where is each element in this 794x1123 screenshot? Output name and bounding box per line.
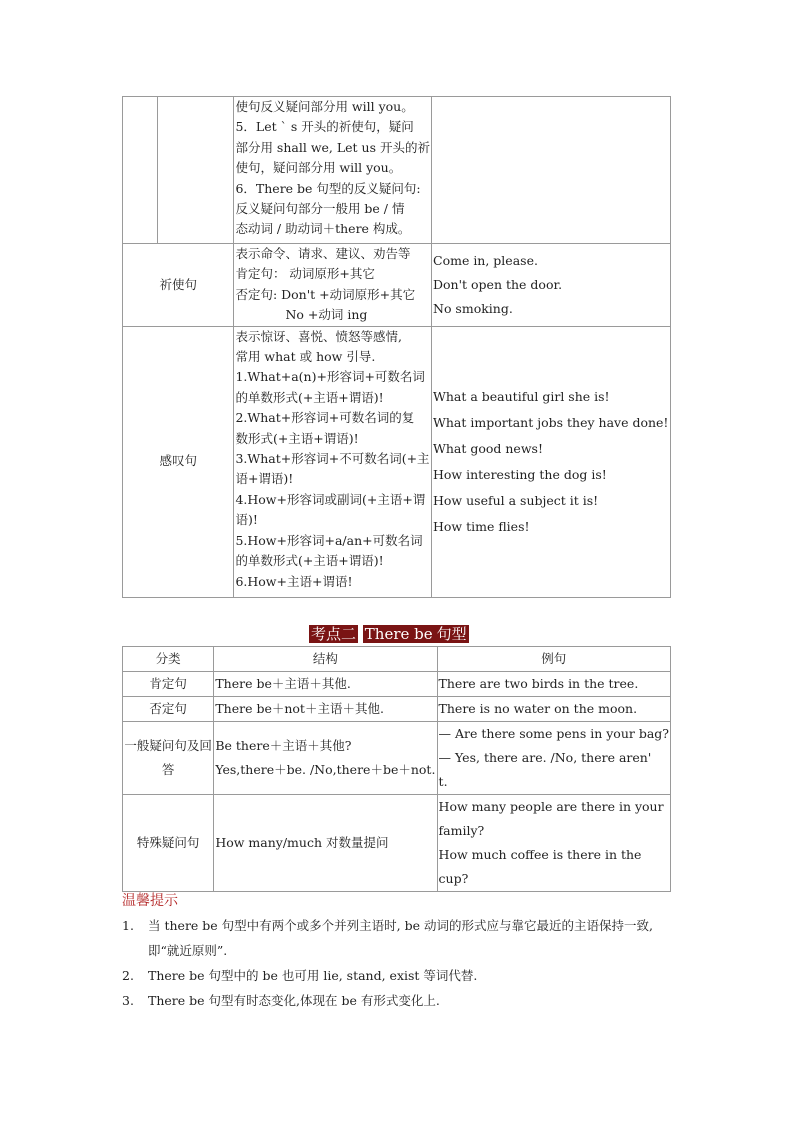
- structure-line: 反义疑问句部分一般用 be / 情: [235, 201, 405, 217]
- structure-line: 使句反义疑问部分用 will you。: [235, 99, 414, 114]
- structure-line: Be there＋主语＋其他?: [215, 738, 352, 753]
- table-row: [123, 244, 671, 327]
- tips-title: 温馨提示: [122, 893, 178, 909]
- structure-line: 语)!: [235, 512, 258, 528]
- category-line: 答: [161, 762, 175, 777]
- column-header: 分类: [123, 647, 214, 672]
- structure-cell: [234, 97, 432, 244]
- structure-line: 的单数形式(+主语+谓语)!: [235, 553, 384, 569]
- example-cell: [432, 326, 671, 597]
- structure-line: 5．Let ` s 开头的祈使句，疑问: [235, 119, 414, 135]
- structure-line: 4.How+形容词或副词(+主语+谓: [235, 491, 426, 507]
- structure-cell: [234, 326, 432, 597]
- example-cell: [432, 97, 671, 244]
- structure-line: 肯定句： 动词原形+其它: [235, 266, 375, 282]
- structure-line: Yes,there＋be. /No,there＋be＋not.: [215, 762, 436, 777]
- tip-text: 当 there be 句型中有两个或多个并列主语时, be 动词的形式应与靠它最近的主语保持一致,即“就近原则”.: [148, 918, 653, 958]
- structure-line: 5.How+形容词+a/an+可数名词: [235, 532, 423, 548]
- tip-text: There be 句型中的 be 也可用 lie, stand, exist 等词代替.: [148, 968, 478, 983]
- subcategory-cell: [157, 97, 234, 244]
- category-line: 一般疑问句及回: [124, 738, 212, 753]
- structure-line: 语+谓语)!: [235, 471, 294, 487]
- table-row: [123, 97, 671, 244]
- structure-line: 数形式(+主语+谓语)!: [235, 430, 359, 446]
- table-row: [123, 795, 671, 892]
- column-header: 结构: [214, 647, 437, 672]
- structure-cell: [234, 244, 432, 327]
- table-header-row: [123, 647, 671, 672]
- tip-number: 1.: [122, 918, 134, 933]
- imperative-label: 祈使句: [123, 244, 234, 327]
- tip-text: There be 句型有时态变化,体现在 be 有形式变化上.: [148, 993, 440, 1008]
- structure-line: 3.What+形容词+不可数名词(+主: [235, 451, 430, 467]
- structure-line: 的单数形式(+主语+谓语)!: [235, 389, 384, 405]
- section-title: [309, 622, 469, 646]
- example-line: How interesting the dog is!: [433, 466, 607, 482]
- structure-line: 常用 what 或 how 引导.: [235, 349, 376, 365]
- tips-list: [122, 913, 674, 1013]
- tip-number: 3.: [122, 993, 134, 1008]
- example-cell: There are two birds in the tree.: [437, 672, 670, 697]
- structure-cell: [214, 722, 437, 795]
- table-row: [123, 326, 671, 597]
- structure-line: 1.What+a(n)+形容词+可数名词: [235, 369, 425, 385]
- tip-item: [122, 963, 674, 988]
- structure-line: 2.What+形容词+可数名词的复: [235, 410, 415, 426]
- column-header: 例句: [437, 647, 670, 672]
- example-cell: [432, 244, 671, 327]
- tip-number: 2.: [122, 968, 134, 983]
- structure-cell: There be＋主语＋其他.: [214, 672, 437, 697]
- example-line: Don't open the door.: [433, 276, 563, 292]
- example-line: cup?: [438, 871, 469, 886]
- table-row: [123, 722, 671, 795]
- example-line: family?: [438, 823, 485, 838]
- category-cell: 否定句: [123, 697, 214, 722]
- example-line: What important jobs they have done!: [433, 414, 669, 430]
- example-line: How many people are there in your: [438, 799, 664, 814]
- structure-line: 态动词 / 助动词＋there 构成。: [235, 221, 411, 237]
- example-cell: There is no water on the moon.: [437, 697, 670, 722]
- tip-item: [122, 988, 674, 1013]
- section-title-part: 句型: [436, 625, 467, 643]
- example-line: What a beautiful girl she is!: [433, 388, 610, 404]
- tip-item: [122, 913, 674, 963]
- structure-cell: There be＋not＋主语＋其他.: [214, 697, 437, 722]
- example-line: How useful a subject it is!: [433, 492, 599, 508]
- category-cell: [123, 97, 158, 244]
- structure-cell: How many/much 对数量提问: [214, 795, 437, 892]
- structure-line: 6．There be 句型的反义疑问句:: [235, 180, 421, 196]
- category-cell: 肯定句: [123, 672, 214, 697]
- example-line: How much coffee is there in the: [438, 847, 642, 862]
- category-cell: 特殊疑问句: [123, 795, 214, 892]
- example-line: No smoking.: [433, 300, 513, 316]
- structure-line: 表示惊讶、喜悦、愤怒等感情,: [235, 328, 402, 344]
- table-row: [123, 672, 671, 697]
- structure-line: 6.How+主语+谓语!: [235, 573, 353, 589]
- example-line: What good news!: [433, 440, 543, 456]
- table-row: [123, 697, 671, 722]
- example-cell: [437, 795, 670, 892]
- there-be-table: [122, 646, 671, 892]
- sentence-types-table: [122, 96, 671, 598]
- structure-line: 使句，疑问部分用 will you。: [235, 160, 402, 176]
- section-title-part: 考点二: [311, 625, 357, 643]
- structure-line: No +动词 ing: [285, 307, 368, 323]
- exclamatory-label: 感叹句: [123, 326, 234, 597]
- example-line: t.: [438, 774, 448, 789]
- structure-line: 表示命令、请求、建议、劝告等: [235, 246, 411, 261]
- structure-line: 否定句: Don't +动词原形+其它: [235, 286, 416, 302]
- category-cell: [123, 722, 214, 795]
- example-line: — Are there some pens in your bag?: [438, 726, 669, 741]
- structure-line: 部分用 shall we, Let us 开头的祈: [235, 139, 430, 155]
- example-cell: [437, 722, 670, 795]
- example-line: How time flies!: [433, 518, 530, 534]
- example-line: Come in, please.: [433, 252, 538, 268]
- section-title-part: There be: [364, 625, 433, 643]
- example-line: — Yes, there are. /No, there aren': [438, 750, 652, 765]
